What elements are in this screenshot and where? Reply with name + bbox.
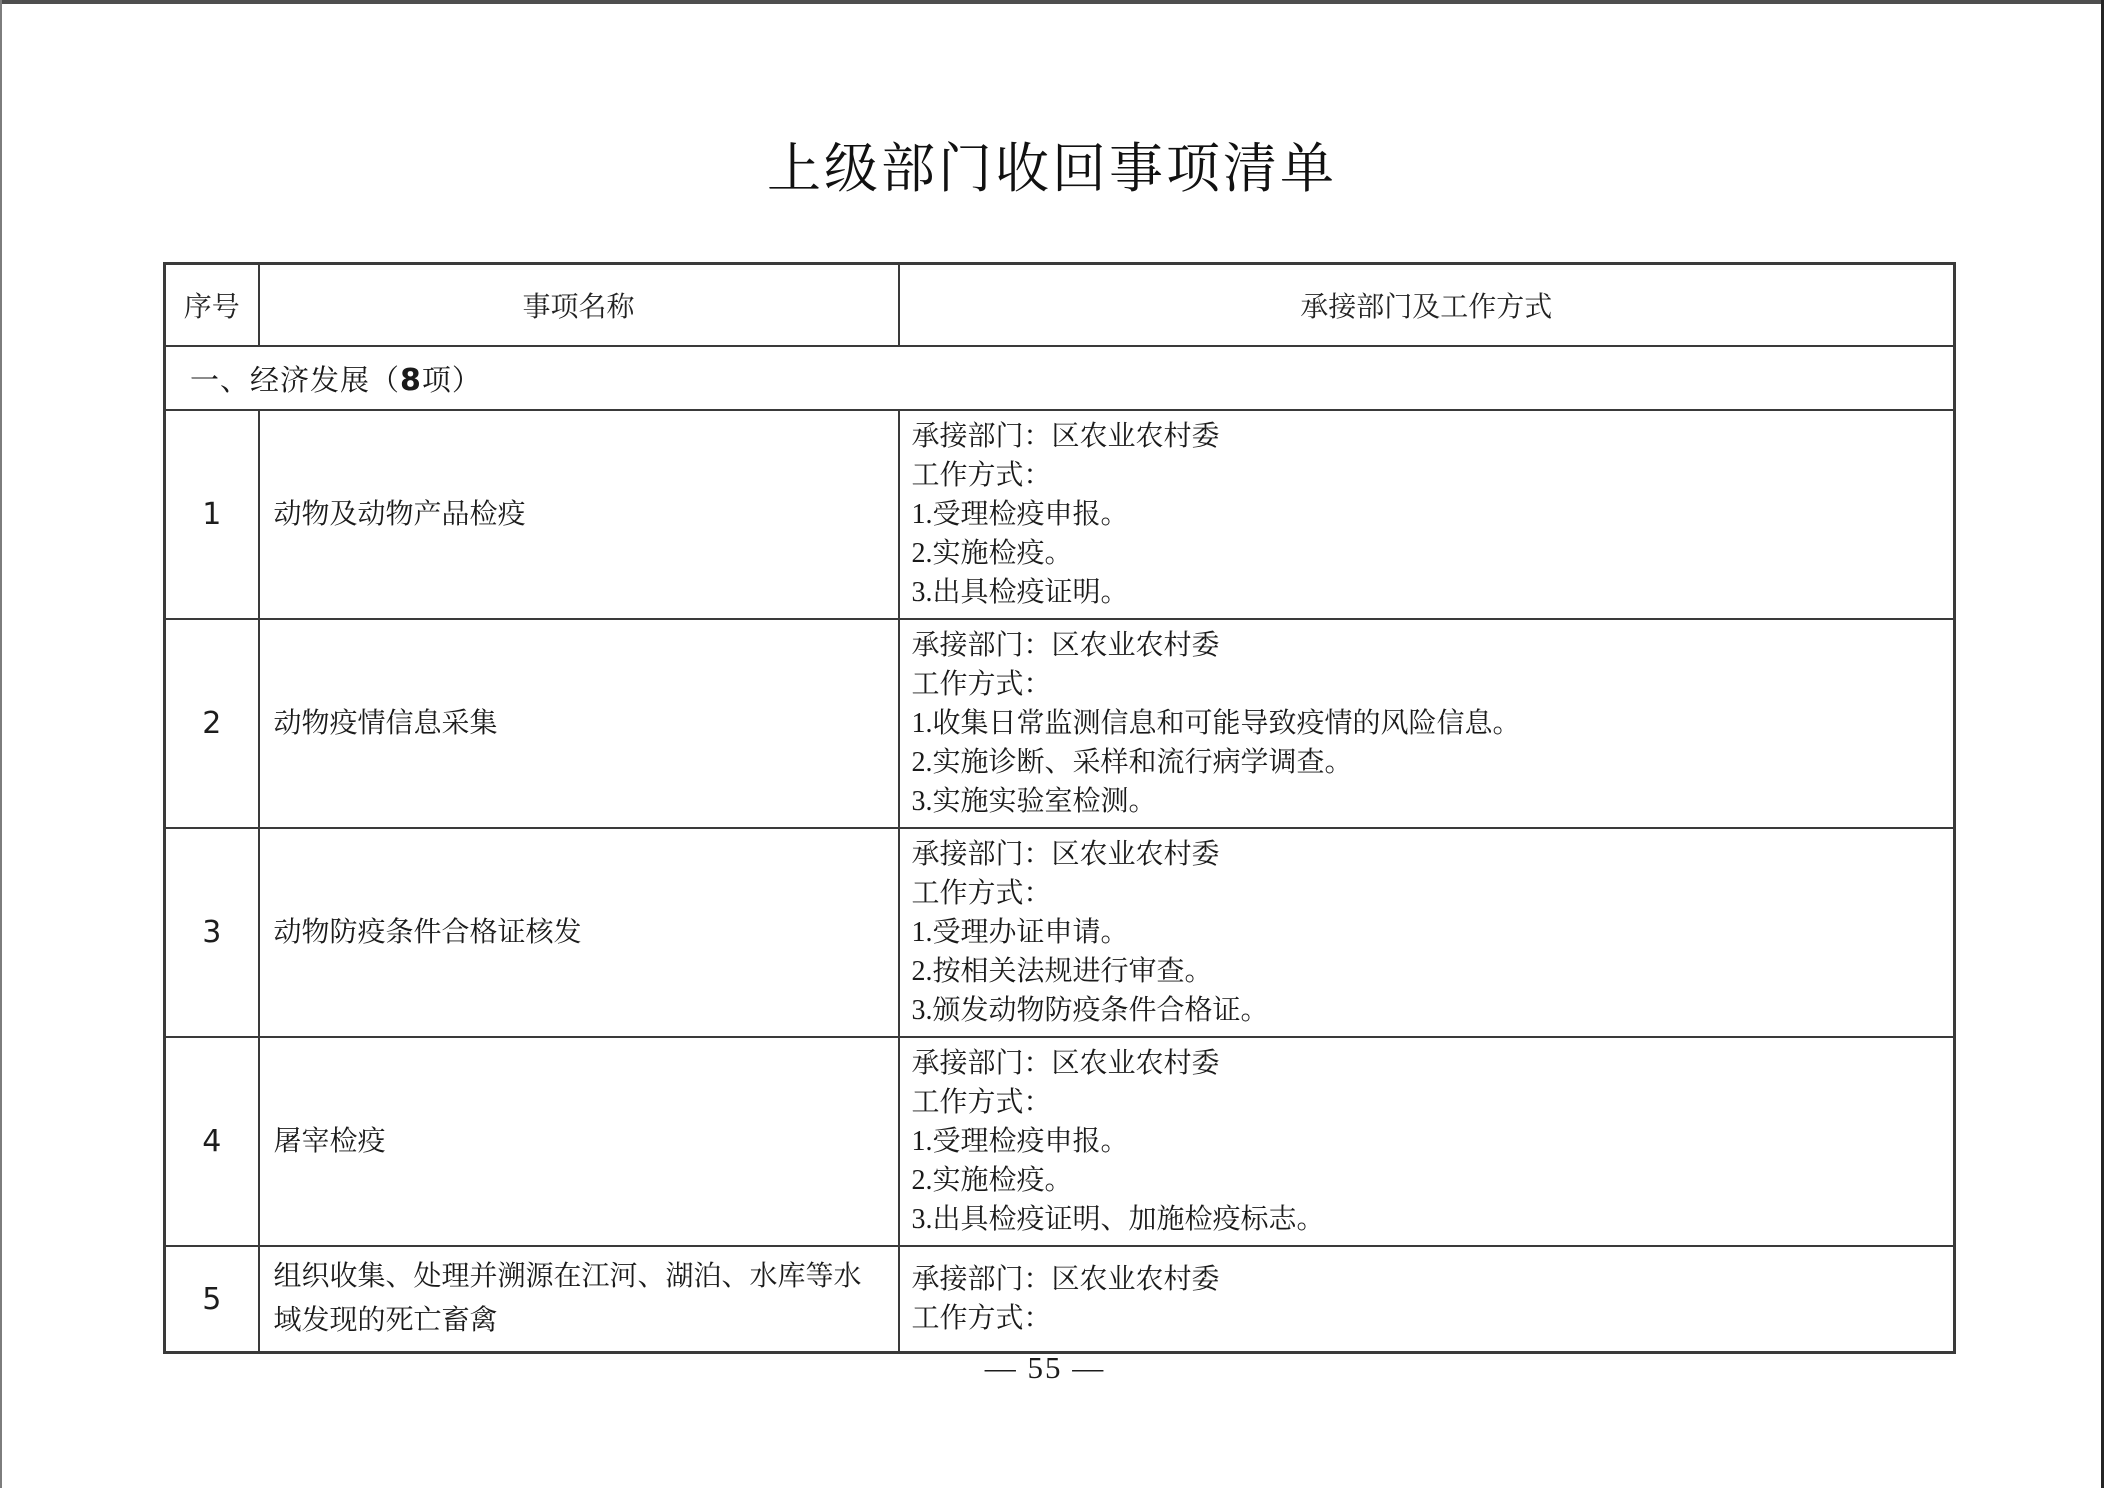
items-table xyxy=(163,262,1956,1354)
section-suffix: 项） xyxy=(421,364,482,397)
item-detail xyxy=(899,1246,1955,1353)
item-name: 动物及动物产品检疫 xyxy=(259,410,899,619)
detail-line: 承接部门：区农业农村委 xyxy=(911,1048,1220,1079)
item-detail xyxy=(899,828,1955,1037)
table-row xyxy=(165,1246,1955,1353)
header-item-name: 事项名称 xyxy=(259,264,899,347)
item-name: 动物防疫条件合格证核发 xyxy=(259,828,899,1037)
detail-line: 1.收集日常监测信息和可能导致疫情的风险信息。 xyxy=(911,708,1521,739)
scan-edge-top xyxy=(0,0,2104,4)
item-detail xyxy=(899,1037,1955,1246)
detail-line: 3.颁发动物防疫条件合格证。 xyxy=(911,995,1269,1026)
item-detail xyxy=(899,619,1955,828)
section-count: 8 xyxy=(400,362,422,398)
item-detail xyxy=(899,410,1955,619)
section-row xyxy=(165,346,1955,410)
page-title: 上级部门收回事项清单 xyxy=(767,139,1337,199)
table-row xyxy=(165,828,1955,1037)
detail-line: 3.出具检疫证明。 xyxy=(911,577,1129,608)
row-number: 2 xyxy=(165,619,259,828)
scan-edge-left xyxy=(0,0,2,1488)
detail-line: 承接部门：区农业农村委 xyxy=(911,421,1220,452)
page-number: — 55 — xyxy=(984,1350,1106,1385)
detail-line: 1.受理检疫申报。 xyxy=(911,1126,1129,1157)
item-name: 动物疫情信息采集 xyxy=(259,619,899,828)
row-number: 3 xyxy=(165,828,259,1037)
table-row xyxy=(165,410,1955,619)
detail-line: 3.实施实验室检测。 xyxy=(911,786,1157,817)
row-number: 1 xyxy=(165,410,259,619)
table-row xyxy=(165,619,1955,828)
detail-line: 3.出具检疫证明、加施检疫标志。 xyxy=(911,1204,1325,1235)
detail-line: 2.实施检疫。 xyxy=(911,1165,1073,1196)
detail-line: 工作方式： xyxy=(911,460,1052,491)
detail-line: 2.实施诊断、采样和流行病学调查。 xyxy=(911,747,1353,778)
detail-line: 承接部门：区农业农村委 xyxy=(911,1264,1220,1295)
header-no: 序号 xyxy=(165,264,259,347)
detail-line: 工作方式： xyxy=(911,1303,1052,1334)
detail-line: 工作方式： xyxy=(911,1087,1052,1118)
item-name: 组织收集、处理并溯源在江河、湖泊、水库等水域发现的死亡畜禽 xyxy=(259,1246,899,1353)
detail-line: 承接部门：区农业农村委 xyxy=(911,839,1220,870)
table-row xyxy=(165,1037,1955,1246)
header-department: 承接部门及工作方式 xyxy=(899,264,1955,347)
item-name: 屠宰检疫 xyxy=(259,1037,899,1246)
row-number: 4 xyxy=(165,1037,259,1246)
detail-line: 承接部门：区农业农村委 xyxy=(911,630,1220,661)
detail-line: 1.受理检疫申报。 xyxy=(911,499,1129,530)
detail-line: 工作方式： xyxy=(911,669,1052,700)
section-title xyxy=(165,346,1955,410)
detail-line: 2.按相关法规进行审查。 xyxy=(911,956,1213,987)
detail-line: 1.受理办证申请。 xyxy=(911,917,1129,948)
row-number: 5 xyxy=(165,1246,259,1353)
section-prefix: 一、经济发展（ xyxy=(190,364,401,397)
detail-line: 2.实施检疫。 xyxy=(911,538,1073,569)
detail-line: 工作方式： xyxy=(911,878,1052,909)
table-header-row xyxy=(165,264,1955,347)
